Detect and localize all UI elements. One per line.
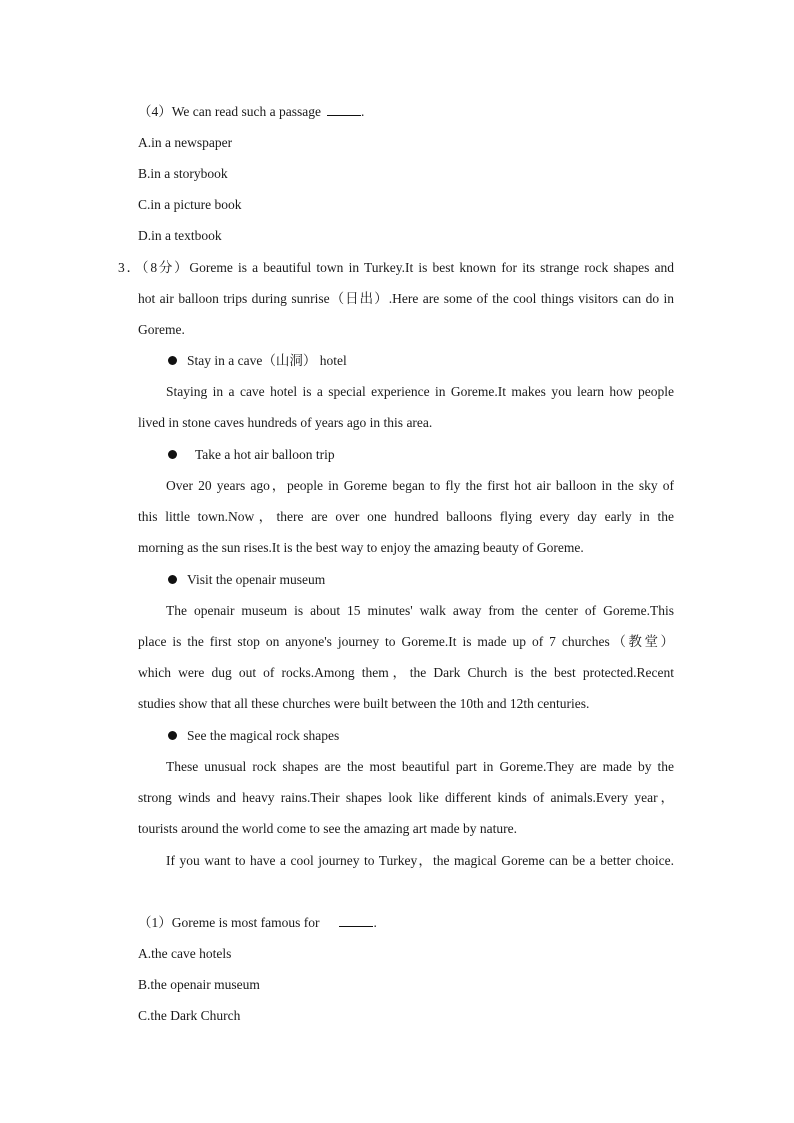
- section-4-line-3: tourists around the world come to see the amazing art made by nature.: [138, 821, 518, 836]
- section-2-line-2: this little town.Now，there are over one hundred balloons flying every day early in the: [138, 509, 674, 524]
- question-1-option-b: B.the openair museum: [138, 977, 260, 992]
- section-heading-cave-hotel: Stay in a cave（山洞） hotel: [187, 353, 347, 368]
- section-3-line-1: The openair museum is about 15 minutes' walk away from the center of Goreme.This: [166, 603, 674, 618]
- section-3-line-3: which were dug out of rocks.Among them，the Dark Church is the best protected.Recent: [138, 665, 674, 680]
- section-2-line-3: morning as the sun rises.It is the best way to enjoy the amazing beauty of Goreme.: [138, 540, 584, 555]
- passage-intro-line-3: Goreme.: [138, 322, 185, 337]
- section-4-line-1: These unusual rock shapes are the most beautiful part in Goreme.They are made by the: [166, 759, 674, 774]
- answer-blank: [339, 916, 373, 927]
- section-3-line-4: studies show that all these churches were built between the 10th and 12th centuries.: [138, 696, 590, 711]
- question-4-stem: （4）We can read such a passage .: [138, 104, 365, 119]
- question-1-option-c: C.the Dark Church: [138, 1008, 241, 1023]
- section-4-line-2: strong winds and heavy rains.Their shapes look like different kinds of animals.Every year，: [138, 790, 674, 805]
- passage-intro-line-1: 3．（8分）Goreme is a beautiful town in Turkey.It is best known for its strange rock shapes and: [118, 260, 674, 275]
- section-heading-balloon-trip: Take a hot air balloon trip: [195, 447, 335, 462]
- question-4-option-a: A.in a newspaper: [138, 135, 233, 150]
- bullet-icon: [168, 731, 177, 740]
- section-1-line-1: Staying in a cave hotel is a special experience in Goreme.It makes you learn how people: [166, 384, 674, 399]
- passage-closing: If you want to have a cool journey to Turkey，the magical Goreme can be a better choice.: [166, 853, 674, 868]
- question-4-option-c: C.in a picture book: [138, 197, 242, 212]
- question-4-option-d: D.in a textbook: [138, 228, 222, 243]
- question-4-option-b: B.in a storybook: [138, 166, 228, 181]
- question-1-stem: （1）Goreme is most famous for .: [138, 915, 377, 930]
- passage-intro-line-2: hot air balloon trips during sunrise（日出）.Here are some of the cool things visitors can do in: [138, 291, 674, 306]
- section-3-line-2: place is the first stop on anyone's journey to Goreme.It is made up of 7 churches（教堂）: [138, 634, 674, 649]
- bullet-icon: [168, 356, 177, 365]
- bullet-icon: [168, 450, 177, 459]
- bullet-icon: [168, 575, 177, 584]
- section-heading-rock-shapes: See the magical rock shapes: [187, 728, 340, 743]
- question-1-option-a: A.the cave hotels: [138, 946, 232, 961]
- answer-blank: [327, 105, 361, 116]
- section-2-line-1: Over 20 years ago，people in Goreme began to fly the first hot air balloon in the sky of: [166, 478, 674, 493]
- section-heading-openair-museum: Visit the openair museum: [187, 572, 326, 587]
- section-1-line-2: lived in stone caves hundreds of years ago in this area.: [138, 415, 433, 430]
